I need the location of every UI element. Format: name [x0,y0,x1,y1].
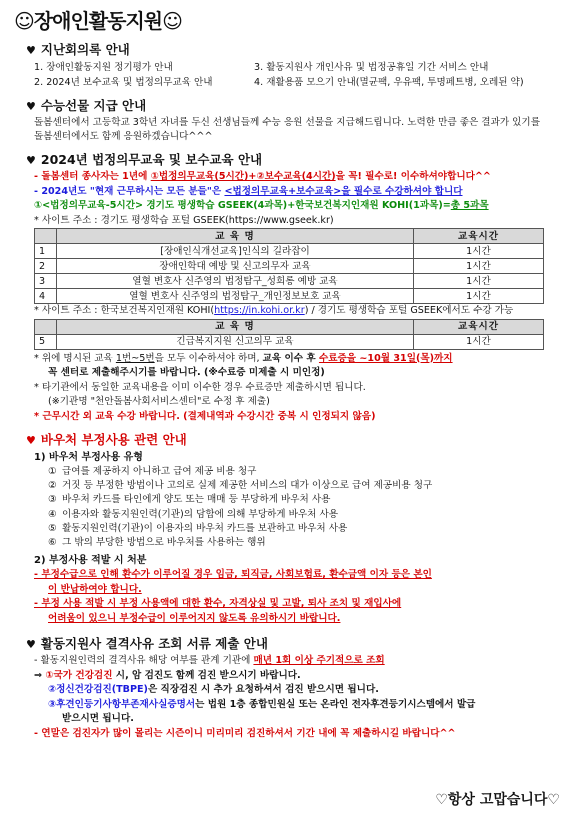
voucher-penalty-1: - 부정수급으로 인해 환수가 이루어질 경우 임금, 퇴직금, 사회보험료, 환수금액 이자 등은 본인 [34,569,432,581]
section-heading-report: ♥ 활동지원사 결격사유 조회 서류 제출 안내 [26,636,268,652]
site-address-gseek: * 사이트 주소 : 경기도 평생학습 포털 GSEEK(https://www.gseek.kr) [34,214,334,226]
report-line-4: ③후견인등기사항부존재사실증명서는 법원 1층 종합민원실 또는 온라인 전자후견등기시스템에서 발급 [48,698,476,710]
list-item: ⑥ 그 밖의 부당한 방법으로 바우처를 사용하는 행위 [48,537,266,549]
voucher-penalty-2-cont: 어려움이 있으니 부정수급이 이루어지지 않도록 유의하시기 바랍니다. [48,612,341,624]
column-header-hours: 교육시간 [414,229,544,244]
heart-icon: ♥ [26,44,36,57]
table-row: 1 [장애인식개선교육]인식의 길라잡이 1시간 [35,244,544,259]
notice-item: 4. 재활용품 모으기 안내(멸균팩, 우유팩, 투명페트병, 오레된 약) [254,77,524,88]
course-table-gseek [34,228,544,304]
education-note-3: (※기관명 "천안돌봄사회서비스센터"로 수정 후 제출) [48,396,270,407]
list-item: ③ 바우처 카드를 타인에게 양도 또는 매매 등 부당하게 바우처 사용 [48,494,331,506]
gift-body: 돌봄센터에서 고등학교 3학년 자녀를 두신 선생님들께 수능 응원 선물을 지급해드립니다. 노력한 만큼 좋은 결과가 있기를 돌봄센터에서도 함께 응원하겠습니다^^^ [34,117,540,142]
section-heading-education: ♥ 2024년 법정의무교육 및 보수교육 안내 [26,152,263,167]
table-row: 5 긴급복지지원 신고의무 교육 1시간 [35,334,544,349]
list-item: ④ 이용자와 활동지원인력(기관)의 담합에 의해 부당하게 바우처 사용 [48,508,339,520]
education-note-4: * 근무시간 외 교육 수강 바랍니다. (결제내역과 수강시간 중복 시 인정되지 않음) [34,410,376,422]
report-line-1: - 활동지원인력의 결격사유 해당 여부를 관계 기관에 매년 1회 이상 주기적으로 조회 [34,655,385,667]
education-line-1: - 돌봄센터 종사자는 1년에 ①법정의무교육(5시간)+②보수교육(4시간)을 꼭! 필수로! 이수하셔야합니다^^ [34,171,491,182]
table-row: 2 장애인학대 예방 및 신고의무자 교육 1시간 [35,259,544,274]
column-header-course: 교 육 명 [57,229,414,244]
heart-icon: ♥ [26,638,36,652]
notice-list [26,60,552,90]
notice-item: 2. 2024년 보수교육 및 법정의무교육 안내 [34,77,213,88]
report-line-2: ⇒ ①국가 건강검진 시, 암 검진도 함께 검진 받으시기 바랍니다. [34,669,301,681]
kohi-link[interactable]: https://in.kohi.or.kr [214,305,305,316]
education-line-3: ①<법정의무교육-5시간> 경기도 평생학습 GSEEK(4과목)+한국보건복지인재원 KOHI(1과목)=총 5과목 [34,200,489,211]
education-note-1-cont: 꼭 센터로 제출해주시기를 바랍니다. (※수료증 미제출 시 미인정) [48,367,325,378]
education-note-1: * 위에 명시된 교육 1번~5번을 모두 이수하셔야 하며, 교육 이수 후 수료증을 ~10월 31일(목)까지 [34,352,453,364]
section-heading-notice: ♥ 지난회의록 안내 [26,42,130,57]
page-title: ☺장애인활동지원☺ [14,9,182,33]
column-header-course: 교 육 명 [57,319,414,334]
voucher-penalty-1-cont: 이 반납하여야 합니다. [48,583,142,595]
report-line-3: ②정신건강검진(TBPE)은 직장검진 시 추가 요청하셔서 검진 받으시면 됩니다. [48,684,379,696]
education-line-2: - 2024년도 "현재 근무하시는 모든 분들"은 <법정의무교육+보수교육>을 필수로 수강하셔야 합니다 [34,185,463,197]
heart-icon: ♥ [26,100,36,113]
education-note-2: * 타기관에서 동일한 교육내용을 이미 이수한 경우 수료증만 제출하시면 됩니다. [34,381,366,393]
list-item: ② 거짓 등 부정한 방법이나 고의로 실제 제공한 서비스의 대가 이상으로 급여 제공비용 청구 [48,480,433,492]
heart-icon: ♥ [26,154,36,167]
report-line-5: 받으시면 됩니다. [62,713,134,725]
table-row: 4 열혈 변호사 신주영의 법정탐구_개인정보보호 교육 1시간 [35,289,544,304]
footer-thanks: ♡항상 고맙습니다♡ [435,792,560,808]
list-item: ① 급여를 제공하지 아니하고 급여 제공 비용 청구 [48,466,257,477]
voucher-penalty-2: - 부정 사용 적발 시 부정 사용액에 대한 환수, 자격상실 및 고발, 퇴사 조치 및 재입사에 [34,598,402,610]
notice-item: 3. 활동지원사 개인사유 및 법정공휴일 기간 서비스 안내 [254,62,489,73]
table-row: 3 열혈 변호사 신주영의 법정탐구_성희롱 예방 교육 1시간 [35,274,544,289]
heart-icon: ♥ [26,434,36,447]
site-address-kohi: * 사이트 주소 : 한국보건복지인재원 KOHI(https://in.kohi.or.kr) / 경기도 평생학습 포털 GSEEK에서도 수강 가능 [34,305,514,316]
notice-item: 1. 장애인활동지원 정기평가 안내 [34,62,173,73]
voucher-subheading-types: 1) 바우처 부정사용 유형 [34,452,143,463]
section-heading-voucher: ♥ 바우처 부정사용 관련 안내 [26,432,187,447]
list-item: ⑤ 활동지원인력(기관)이 이용자의 바우처 카드를 보관하고 바우처 사용 [48,522,348,534]
course-table-kohi [34,319,544,350]
column-header-hours: 교육시간 [414,319,544,334]
section-heading-gift: ♥ 수능선물 지급 안내 [26,98,147,113]
voucher-subheading-penalty: 2) 부정사용 적발 시 처분 [34,555,147,567]
report-line-6: - 연말은 검진자가 많이 몰리는 시즌이니 미리미리 검진하셔서 기간 내에 꼭 제출하시길 바랍니다^^ [34,727,456,739]
